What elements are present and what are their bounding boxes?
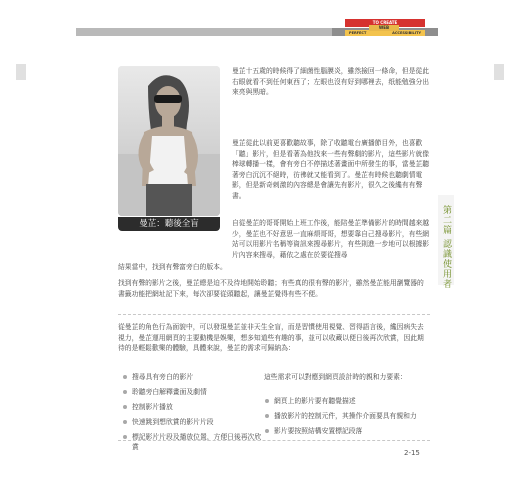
summary-top-divider	[118, 314, 430, 315]
bullet-icon	[123, 435, 127, 439]
bullet-icon	[123, 420, 127, 424]
list-item	[122, 372, 262, 382]
list-item-text: 快速跳到想欣賞的影片片段	[132, 418, 214, 426]
list-item-text: 網頁上的影片要有聽覺描述	[274, 397, 356, 405]
list-item-text: 聆聽旁白解釋畫面及劇情	[132, 388, 207, 396]
bullet-icon	[123, 375, 127, 379]
book-logo	[345, 19, 425, 36]
bullet-icon	[265, 414, 269, 418]
logo-top-text: TO CREATE	[345, 19, 425, 27]
edge-marker-top-left	[16, 64, 26, 80]
story-paragraph-3-continued: 結果當中，找到有聲富旁白的版本。	[118, 263, 227, 271]
woman-photo-illustration	[118, 66, 220, 216]
story-paragraph-4: 找到有聲的影片之後，曼芷總是迫不及待地開始聆聽；有些真的很有聲的影片，雖然曼芷能用瀏覽器的書籤功能把網址記下來，每次卻要從頭聽起，讓曼芷覺得有些不便。	[118, 279, 424, 298]
story-paragraph-3: 自從曼芷的哥哥開始上班工作後，能陪曼芷準備影片的時間越來越少，曼芷也不好意思一直麻煩哥哥，想要靠自己搜尋影片，有些網站可以用影片名稱等資訊來搜尋影片，有些則進一步地可以根據影片內容來搜尋，藉依之處在於要從搜尋	[232, 219, 430, 259]
list-item-text: 影片要按照結構安置標記段落	[274, 427, 363, 435]
summary-bottom-divider	[118, 440, 430, 441]
edge-marker-top-right	[494, 64, 504, 80]
logo-right-text: ACCESSIBILITY	[392, 31, 421, 35]
chapter-tab-label: 第二篇 認識使用者	[441, 205, 451, 289]
logo-left-text: PERFECT	[349, 31, 367, 35]
list-item-text: 播放影片的控制元件，其操作介面要具有親和力	[274, 412, 417, 420]
photo-caption: 曼芷：聽後全盲	[118, 217, 220, 231]
bullet-icon	[123, 390, 127, 394]
persona-photo	[118, 66, 220, 216]
list-item-text: 搜尋具有旁白的影片	[132, 373, 194, 381]
accessibility-needs-list	[264, 396, 426, 441]
accessibility-intro: 這些需求可以對應到網頁設計時的親和力要素：	[264, 373, 407, 381]
list-item	[264, 396, 426, 406]
list-item	[122, 417, 262, 427]
page-number: 2-15	[404, 449, 420, 457]
list-item	[122, 402, 262, 412]
bullet-icon	[123, 405, 127, 409]
bullet-icon	[265, 429, 269, 433]
story-paragraph-2: 曼芷從此以前更喜歡聽故事，除了收聽電台廣播節目外，也喜歡「聽」影片，但是看著為他找來一些有聲劇的影片，這些影片就像棒球轉播一樣，會有旁白不停描述著畫面中所發生的事，當曼芷聽著旁白沉沉不絕時，彷彿就又能看到了。曼芷有時候也聽劇情電影，但是新奇刺激的內容總是會讓先有影片，很久之後纔有有聲書。	[232, 139, 430, 200]
bullet-icon	[265, 399, 269, 403]
story-paragraph-1: 曼芷十五歲的時候得了細菌性腦膜炎，雖然撿回一條命，但是從此右眼就看不到任何東西了；左眼也沒有好到哪裡去，纸能勉強分出來亮與黑暗。	[232, 67, 430, 96]
logo-web-text: WEB	[369, 25, 399, 31]
user-needs-list	[122, 372, 262, 457]
list-item	[122, 387, 262, 397]
list-item-text: 控制影片播放	[132, 403, 173, 411]
list-item-text: 標記影片片段及播放位置，方便日後再次欣賞	[132, 433, 262, 451]
list-item	[264, 426, 426, 436]
list-item	[122, 432, 262, 452]
summary-paragraph: 從曼芷的角色行為面貌中，可以發現曼芷並非天生全盲，而是習慣使用視覺、習得語言後，纔因病失去視力，曼芷運用網頁的主要動機是娛樂，想多知道些有趣的事，並可以收藏以便日後再次欣賞，因此期待的是輕鬆歡樂的體驗，具體來說，曼芷的需求可歸納為：	[118, 323, 424, 352]
list-item	[264, 411, 426, 421]
